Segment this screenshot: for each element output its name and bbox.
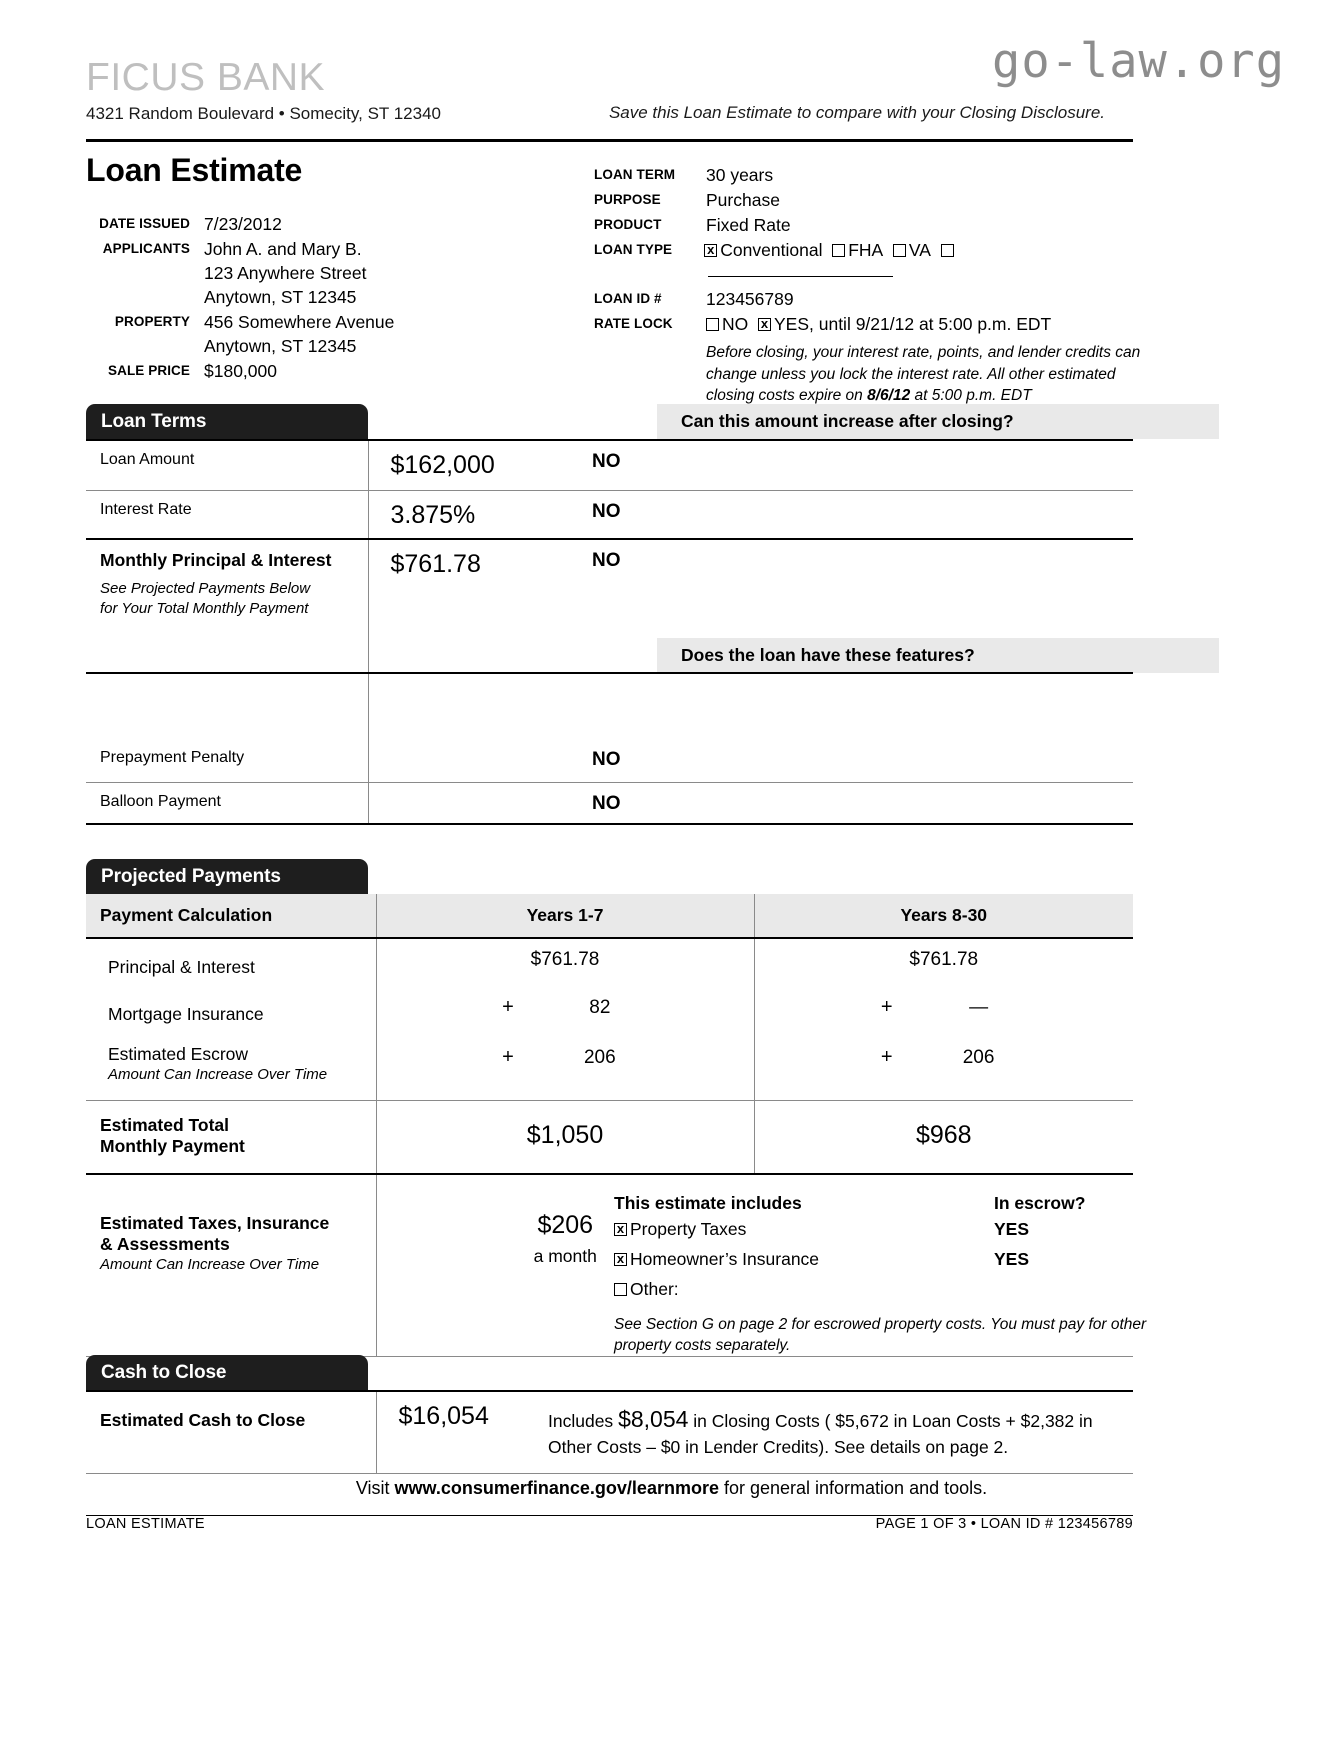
save-note: Save this Loan Estimate to compare with your Closing Disclosure.: [608, 102, 1105, 122]
property-row: [86, 310, 566, 358]
table-row: [86, 673, 1133, 739]
this-estimate-includes-header: This estimate includes: [614, 1193, 802, 1213]
checkbox-homeowners-insurance-icon[interactable]: [614, 1253, 627, 1266]
estimated-taxes-period: a month: [533, 1246, 597, 1266]
table-row: [86, 990, 1133, 1038]
checkbox-property-taxes-icon[interactable]: [614, 1223, 627, 1236]
visit-suffix: for general information and tools.: [718, 1478, 988, 1498]
table-row: [86, 1100, 1133, 1174]
escrow-note-line-1: See Section G on page 2 for escrowed property costs. You must pay for other: [614, 1316, 1147, 1333]
purpose-label: PURPOSE: [594, 192, 661, 207]
monthly-pi-sub-line-1: See Projected Payments Below: [100, 580, 311, 597]
section-header-loan-terms: Loan Terms: [86, 404, 368, 439]
product-value: Fixed Rate: [706, 215, 791, 235]
payment-calculation-header: Payment Calculation: [86, 894, 376, 938]
table-row: [86, 1391, 1133, 1473]
applicants-line-2: 123 Anywhere Street: [204, 263, 367, 283]
disclaimer-part-1: Before closing, your interest rate, points, and lender credits can change unless you lock the interest rate. All other estimated closing costs expire on: [706, 344, 1141, 404]
site-watermark: go-law.org: [992, 34, 1285, 89]
loan-terms-question-increase: Can this amount increase after closing?: [657, 404, 1219, 439]
in-escrow-header: In escrow?: [994, 1193, 1086, 1213]
interest-rate-value: 3.875%: [390, 500, 476, 529]
purpose-value: Purchase: [706, 190, 780, 210]
principal-interest-label: Principal & Interest: [108, 957, 255, 977]
includes-item-homeowners-insurance: [614, 1244, 994, 1274]
loan-term-value: 30 years: [706, 165, 774, 185]
property-line-2: Anytown, ST 12345: [204, 336, 357, 356]
checkbox-other-loan-type-icon[interactable]: [941, 244, 954, 257]
escrow-detail-block: [614, 1175, 1234, 1356]
property-label: PROPERTY: [114, 314, 190, 329]
cash-note-closing-costs-amount: $8,054: [618, 1406, 689, 1432]
years-8-30-header: Years 8-30: [754, 894, 1133, 938]
includes-item-other: [614, 1274, 994, 1304]
balloon-payment-answer: NO: [592, 792, 621, 814]
estimated-cash-to-close-amount: $16,054: [398, 1402, 489, 1430]
purpose-row: [594, 188, 1139, 212]
checkbox-fha-icon[interactable]: [832, 244, 845, 257]
loan-term-label: LOAN TERM: [594, 167, 676, 182]
footer-left-text: LOAN ESTIMATE: [86, 1516, 205, 1532]
property-line-1: 456 Somewhere Avenue: [204, 312, 395, 332]
applicants-label: APPLICANTS: [102, 241, 190, 256]
borrower-info-block: [86, 212, 566, 384]
mortgage-insurance-years-8-30: —: [969, 997, 989, 1018]
estimated-taxes-label-line-1: Estimated Taxes, Insurance: [100, 1213, 330, 1233]
estimated-escrow-years-8-30: 206: [962, 1047, 995, 1068]
cash-note-line-1-rest: in Closing Costs ( $5,672 in Loan Costs + $2,382 in: [693, 1411, 1093, 1431]
rate-lock-disclaimer: [706, 342, 1146, 407]
estimated-total-label-line-1: Estimated Total: [100, 1114, 230, 1135]
estimated-cash-to-close-label: Estimated Cash to Close: [100, 1410, 306, 1430]
checkbox-rate-lock-no-icon[interactable]: [706, 318, 719, 331]
checkbox-rate-lock-yes-icon[interactable]: [758, 318, 771, 331]
date-issued-label: DATE ISSUED: [99, 216, 190, 231]
loan-id-row: [594, 287, 1139, 311]
estimated-escrow-plus-sign-2: +: [880, 1046, 893, 1068]
cash-to-close-table: [86, 1390, 1133, 1492]
loan-amount-value: $162,000: [390, 451, 495, 479]
estimated-escrow-sub: Amount Can Increase Over Time: [108, 1066, 328, 1083]
cash-note-prefix: Includes: [548, 1411, 614, 1431]
section-header-cash-to-close: Cash to Close: [86, 1355, 368, 1390]
loan-amount-label: Loan Amount: [86, 440, 368, 490]
loan-type-options: [704, 238, 1139, 286]
table-row: [86, 1174, 1133, 1357]
principal-interest-years-8-30: $761.78: [909, 949, 979, 970]
table-row: [86, 1038, 1133, 1100]
loan-amount-answer: NO: [592, 451, 621, 472]
cash-note-line-2: Other Costs – $0 in Lender Credits). See details on page 2.: [548, 1437, 1009, 1457]
applicants-line-1: John A. and Mary B.: [204, 239, 362, 259]
monthly-pi-value: $761.78: [390, 550, 481, 578]
consumerfinance-link[interactable]: www.consumerfinance.gov/learnmore: [394, 1478, 719, 1498]
applicants-line-3: Anytown, ST 12345: [204, 287, 357, 307]
document-header: [86, 58, 1133, 124]
years-1-7-header: Years 1-7: [376, 894, 754, 938]
mortgage-insurance-years-1-7: 82: [589, 997, 611, 1018]
bank-name: FICUS BANK: [86, 56, 326, 99]
estimated-escrow-plus-sign-1: +: [502, 1046, 514, 1068]
balloon-payment-label: Balloon Payment: [86, 782, 368, 824]
visit-line: [0, 1478, 1343, 1499]
sale-price-label: SALE PRICE: [107, 363, 190, 378]
table-header-row: [86, 894, 1133, 938]
table-row: [86, 938, 1133, 990]
interest-rate-label: Interest Rate: [86, 490, 368, 539]
section-header-projected-payments: Projected Payments: [86, 859, 368, 894]
page-footer: [86, 1516, 1133, 1532]
loan-id-value: 123456789: [706, 289, 794, 309]
estimated-taxes-sub: Amount Can Increase Over Time: [100, 1256, 320, 1273]
disclaimer-expiry-date: 8/6/12: [867, 387, 911, 404]
loan-type-fha-label: FHA: [848, 240, 884, 260]
table-row: [86, 539, 1133, 673]
prepayment-penalty-label: Prepayment Penalty: [100, 749, 245, 766]
estimated-total-label-line-2: Monthly Payment: [100, 1135, 245, 1156]
loan-type-label: LOAN TYPE: [594, 242, 673, 257]
product-row: [594, 213, 1139, 237]
includes-item-property-taxes: [614, 1214, 994, 1244]
mortgage-insurance-plus-sign-2: +: [880, 996, 893, 1018]
checkbox-va-icon[interactable]: [893, 244, 906, 257]
checkbox-other-icon[interactable]: [614, 1283, 627, 1296]
monthly-pi-answer: NO: [592, 550, 621, 571]
table-row: [86, 739, 1133, 782]
loan-type-conventional-label: Conventional: [720, 240, 823, 260]
estimated-escrow-label: Estimated Escrow: [108, 1044, 249, 1064]
escrow-note-line-2: property costs separately.: [614, 1337, 791, 1354]
footer-right-text: PAGE 1 OF 3 • LOAN ID # 123456789: [875, 1516, 1133, 1532]
checkbox-conventional-icon[interactable]: [704, 244, 717, 257]
monthly-pi-label: Monthly Principal & Interest: [100, 550, 332, 570]
mortgage-insurance-plus-sign-1: +: [502, 996, 514, 1018]
estimated-total-years-1-7: $1,050: [526, 1120, 604, 1149]
table-row: [86, 490, 1133, 539]
escrow-answer-property-taxes: YES: [994, 1219, 1030, 1239]
rate-lock-no-label: NO: [722, 314, 749, 334]
header-divider: [86, 139, 1133, 142]
estimated-taxes-amount: $206: [537, 1211, 594, 1239]
interest-rate-answer: NO: [592, 500, 621, 522]
mortgage-insurance-label: Mortgage Insurance: [108, 1004, 264, 1024]
includes-label-other: Other:: [630, 1279, 679, 1299]
visit-prefix: Visit: [355, 1478, 395, 1498]
monthly-pi-sub-line-2: for Your Total Monthly Payment: [100, 600, 309, 617]
page-title: Loan Estimate: [86, 152, 303, 188]
cash-to-close-note: [548, 1406, 1133, 1460]
product-label: PRODUCT: [594, 217, 662, 232]
rate-lock-yes-label: YES, until 9/21/12 at 5:00 p.m. EDT: [773, 314, 1052, 334]
loan-type-other-blank[interactable]: [708, 276, 893, 277]
sale-price-row: [86, 359, 566, 383]
loan-term-row: [594, 163, 1139, 187]
includes-label-property-taxes: Property Taxes: [630, 1219, 747, 1239]
includes-label-homeowners-insurance: Homeowner’s Insurance: [630, 1249, 820, 1269]
table-row: [86, 440, 1133, 490]
rate-lock-label: RATE LOCK: [594, 316, 673, 331]
loan-terms-question-features: Does the loan have these features?: [657, 638, 1219, 673]
disclaimer-part-2: at 5:00 p.m. EDT: [910, 387, 1032, 404]
loan-info-block: [594, 163, 1139, 407]
sale-price-value: $180,000: [204, 361, 277, 381]
estimated-total-years-8-30: $968: [915, 1120, 972, 1149]
rate-lock-options: [706, 312, 1051, 336]
estimated-taxes-label-line-2: & Assessments: [100, 1234, 230, 1254]
table-row: [86, 824, 1133, 835]
loan-terms-table: [86, 439, 1133, 835]
loan-type-va-label: VA: [908, 240, 931, 260]
applicants-row: [86, 237, 566, 309]
rate-lock-row: [594, 312, 1139, 336]
loan-type-row: [594, 238, 1139, 286]
prepayment-penalty-answer: NO: [592, 749, 621, 770]
projected-payments-table: [86, 894, 1147, 1357]
loan-id-label: LOAN ID #: [594, 291, 662, 306]
principal-interest-years-1-7: $761.78: [530, 949, 600, 970]
date-issued-row: [86, 212, 566, 236]
estimated-escrow-years-1-7: 206: [583, 1047, 616, 1068]
table-row: [86, 782, 1133, 824]
date-issued-value: 7/23/2012: [204, 214, 282, 234]
escrow-answer-homeowners-insurance: YES: [994, 1249, 1030, 1269]
bank-address: 4321 Random Boulevard • Somecity, ST 12340: [86, 103, 441, 123]
